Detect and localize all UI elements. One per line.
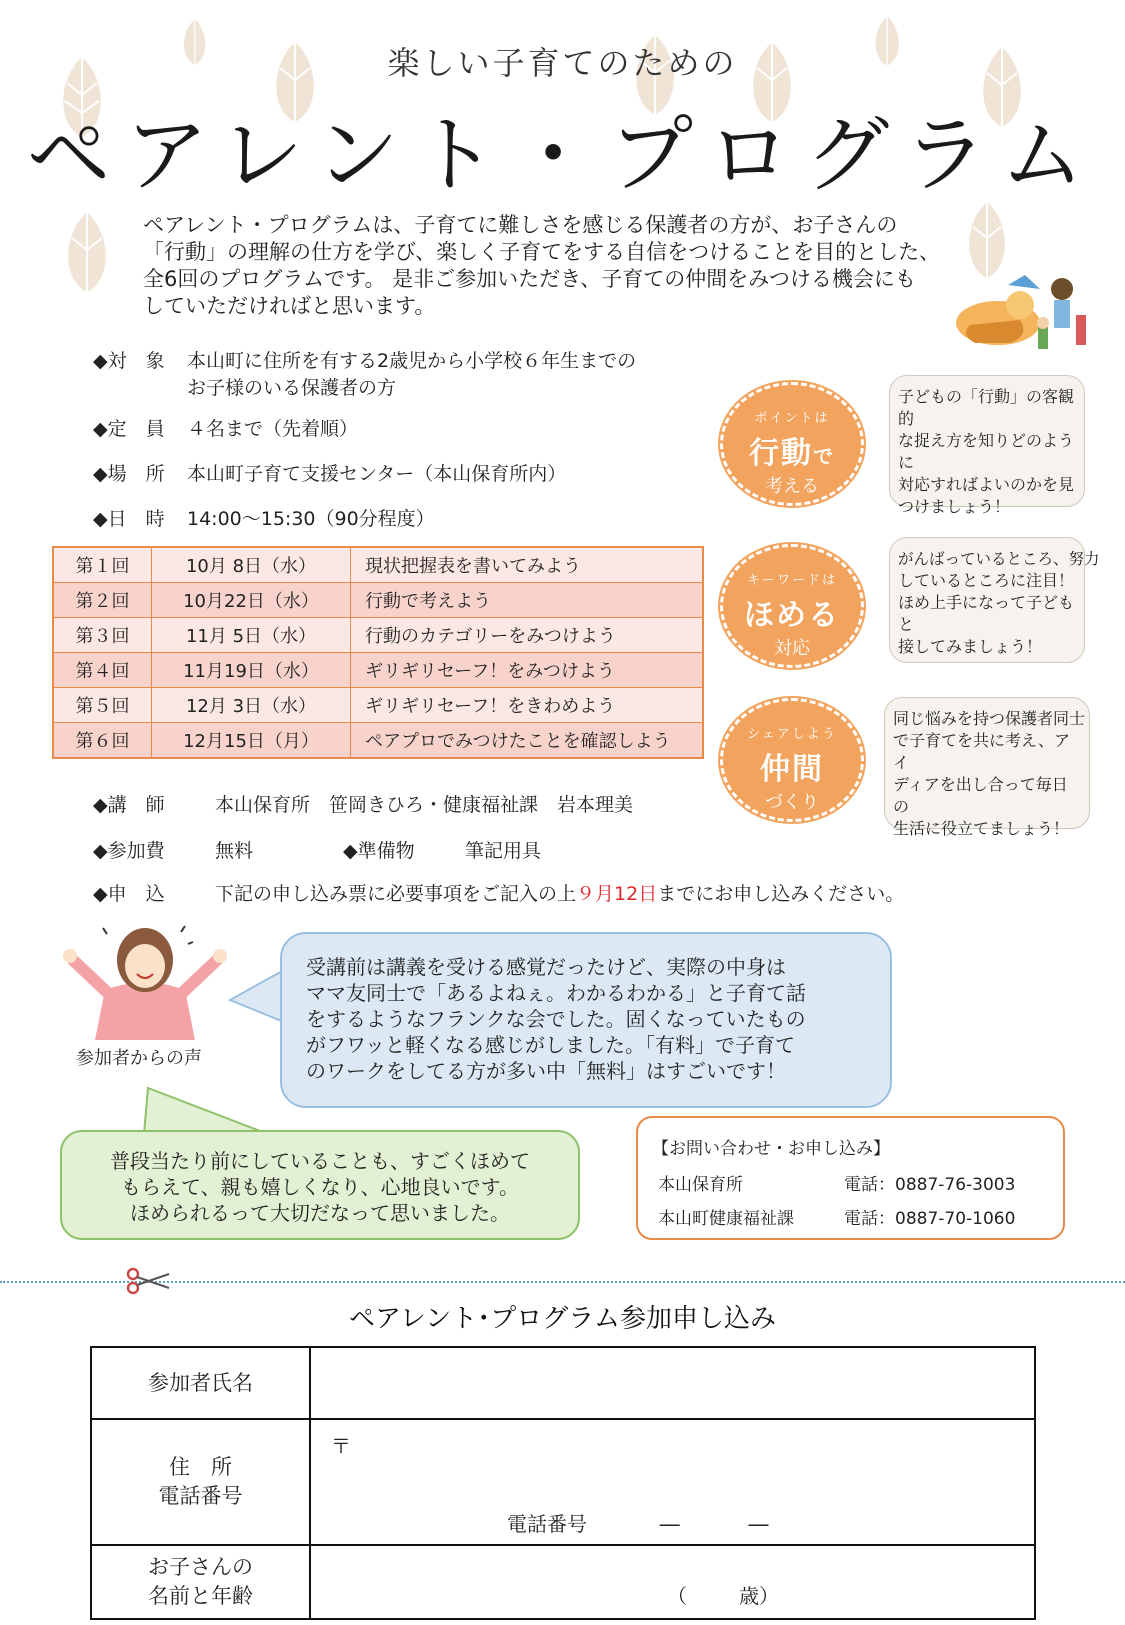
- table-row: [53, 723, 703, 759]
- address-label-line: 電話番号: [158, 1484, 243, 1508]
- info-time: [93, 504, 435, 531]
- info-key: ◆参加費: [93, 840, 165, 862]
- point-note-praise: [889, 537, 1100, 663]
- voice-line: をするようなフランクな会でした。固くなっていたもの: [306, 1007, 806, 1031]
- note-line: がんばっているところ、努力: [898, 550, 1100, 568]
- contact-heading: 【お問い合わせ・お申し込み】: [652, 1139, 890, 1159]
- contact-tel: 電話：0887-70-1060: [844, 1209, 1016, 1229]
- woman-illustration: [55, 920, 235, 1040]
- voices-caption: 参加者からの声: [76, 1048, 202, 1069]
- name-label: 参加者氏名: [91, 1347, 310, 1419]
- note-line: 同じ悩みを持つ保護者同士: [893, 709, 1086, 728]
- table-row: [53, 547, 703, 583]
- child-label-line: 名前と年齢: [148, 1584, 253, 1608]
- phone-dash: ―: [748, 1512, 769, 1536]
- intro-line: していただければと思います。: [143, 294, 436, 318]
- session-topic: 現状把握表を書いてみよう: [351, 547, 704, 583]
- info-key: ◆準備物: [343, 840, 415, 862]
- age-field: [667, 1580, 779, 1609]
- application-form: [90, 1346, 1036, 1620]
- bubble-tail-green: [140, 1086, 270, 1136]
- info-value: 本山町に住所を有する2歳児から小学校６年生までの: [187, 350, 637, 372]
- point-note-behavior: [889, 375, 1085, 516]
- point-small: キーワードは: [746, 573, 837, 588]
- info-lecturer: [93, 790, 633, 817]
- session-number: 第４回: [53, 653, 152, 688]
- table-row: [53, 618, 703, 653]
- age-close: 歳）: [739, 1584, 779, 1608]
- voice-bubble-1: [280, 932, 892, 1108]
- contact-name: 本山保育所: [658, 1175, 743, 1195]
- info-target: [93, 348, 636, 402]
- voice-line: のワークをしてる方が多い中「無料」はすごいです！: [306, 1059, 786, 1083]
- info-value: お子様のいる保護者の方: [187, 377, 397, 399]
- phone-dash: ―: [659, 1512, 680, 1536]
- intro-line: 全6回のプログラムです。 是非ご参加いただき、子育ての仲間をみつける機会にも: [143, 267, 916, 291]
- address-field[interactable]: [310, 1419, 1035, 1545]
- info-key: ◆定 員: [93, 418, 165, 440]
- voice-line: 受講前は講義を受ける感覚だったけど、実際の中身は: [306, 955, 786, 979]
- voice-line: もらえて、親も嬉しくなり、心地良いです。: [121, 1175, 519, 1199]
- session-date: 11月19日（水）: [152, 653, 351, 688]
- bubble-tail-blue: [228, 966, 286, 1026]
- session-date: 10月 8日（水）: [152, 547, 351, 583]
- session-date: 10月22日（水）: [152, 583, 351, 618]
- note-line: つけましょう！: [898, 497, 1011, 516]
- postal-mark: 〒: [331, 1434, 351, 1458]
- point-small: シェアしよう: [747, 727, 837, 742]
- info-value: 14:00～15:30（90分程度）: [187, 508, 435, 530]
- child-label: [91, 1545, 310, 1619]
- point-tail: 対応: [774, 638, 810, 659]
- info-value: 本山町子育て支援センター（本山保育所内）: [187, 463, 567, 485]
- info-capacity: [93, 414, 358, 441]
- session-date: 11月 5日（水）: [152, 618, 351, 653]
- address-label: [91, 1419, 310, 1545]
- form-row-child: [91, 1545, 1035, 1619]
- session-number: 第１回: [53, 547, 152, 583]
- note-line: 子どもの「行動」の客観的: [898, 387, 1075, 428]
- session-date: 12月15日（月）: [152, 723, 351, 759]
- point-big: ほめる: [744, 598, 840, 633]
- point-big: 仲間: [760, 752, 824, 787]
- contact-tel: 電話：0887-76-3003: [844, 1175, 1016, 1195]
- scissors-icon: [125, 1266, 171, 1296]
- point-big: 行動: [749, 436, 813, 471]
- phone-label: 電話番号: [507, 1512, 587, 1536]
- point-small: ポイントは: [754, 411, 830, 426]
- session-number: 第６回: [53, 723, 152, 759]
- contact-box: [636, 1116, 1065, 1240]
- note-line: ほめ上手になって子どもと: [898, 593, 1075, 634]
- note-line: 生活に役立てましょう！: [893, 819, 1070, 838]
- point-tail: づくり: [765, 792, 819, 813]
- session-topic: ギリギリセーフ！をみつけよう: [351, 653, 704, 688]
- kids-illustration: [950, 265, 1100, 365]
- info-key: ◆対 象: [93, 350, 165, 372]
- note-line: な捉え方を知りどのように: [898, 431, 1075, 472]
- info-key: ◆場 所: [93, 463, 165, 485]
- session-topic: 行動で考えよう: [351, 583, 704, 618]
- intro-line: ペアレント・プログラムは、子育てに難しさを感じる保護者の方が、お子さんの: [143, 213, 898, 237]
- session-number: 第２回: [53, 583, 152, 618]
- table-row: [53, 653, 703, 688]
- point-circle-behavior: [720, 382, 864, 506]
- point-tail: 考える: [765, 476, 819, 497]
- note-line: ディアを出し合って毎日の: [893, 775, 1068, 816]
- info-value: ４名まで（先着順）: [187, 418, 359, 440]
- session-date: 12月 3日（水）: [152, 688, 351, 723]
- child-field[interactable]: [310, 1545, 1035, 1619]
- voice-line: 普段当たり前にしていることも、すごくほめて: [110, 1149, 530, 1173]
- session-number: 第５回: [53, 688, 152, 723]
- point-circle-praise: [720, 544, 864, 668]
- table-row: [53, 688, 703, 723]
- voice-line: ママ友同士で「あるよねぇ。わかるわかる」と子育て話: [306, 981, 806, 1005]
- info-apply: [93, 879, 904, 906]
- voice-line: ほめられるって大切だなって思いました。: [130, 1201, 510, 1225]
- apply-text: までにお申し込みください。: [657, 883, 905, 905]
- point-note-friends: [884, 697, 1090, 838]
- session-topic: ペアプロでみつけたことを確認しよう: [351, 723, 704, 759]
- form-row-address: [91, 1419, 1035, 1545]
- voice-bubble-2: [60, 1130, 580, 1240]
- point-big-suffix: で: [813, 444, 835, 468]
- page-title: ペアレント・プログラム: [26, 106, 1099, 204]
- note-line: しているところに注目！: [898, 571, 1075, 590]
- name-field[interactable]: [310, 1347, 1035, 1419]
- point-circle-friends: [720, 698, 864, 822]
- age-open: （: [667, 1584, 687, 1608]
- note-line: 対応すればよいのかを見: [898, 475, 1075, 494]
- intro-paragraph: [143, 212, 1013, 320]
- form-title: ペアレント･プログラム参加申し込み: [348, 1304, 777, 1334]
- note-line: 接してみましょう！: [898, 637, 1043, 656]
- voice-line: がフワッと軽くなる感じがしました。「有料」で子育て: [306, 1033, 795, 1057]
- contact-name: 本山町健康福祉課: [658, 1209, 794, 1229]
- note-line: で子育てを共に考え、アイ: [893, 731, 1070, 772]
- info-key: ◆講 師: [93, 794, 165, 816]
- address-label-line: 住 所: [169, 1455, 232, 1479]
- form-row-name: [91, 1347, 1035, 1419]
- session-number: 第３回: [53, 618, 152, 653]
- schedule-table: [52, 546, 704, 759]
- phone-row: [507, 1508, 768, 1537]
- info-place: [93, 459, 566, 486]
- info-key: ◆申 込: [93, 883, 165, 905]
- apply-deadline: ９月12日: [576, 883, 658, 905]
- leaf-icon: [60, 210, 115, 315]
- info-value: 本山保育所 笹岡きひろ・健康福祉課 岩本理美: [215, 794, 634, 816]
- subtitle: 楽しい子育てのための: [387, 44, 738, 82]
- info-value: 筆記用具: [465, 840, 542, 862]
- table-row: [53, 583, 703, 618]
- info-value: 無料: [215, 840, 254, 862]
- intro-line: 「行動」の理解の仕方を学び、楽しく子育てをする自信をつけることを目的とした、: [143, 240, 941, 264]
- info-fee: [93, 836, 541, 863]
- session-topic: 行動のカテゴリーをみつけよう: [351, 618, 704, 653]
- apply-text: 下記の申し込み票に必要事項をご記入の上: [215, 883, 577, 905]
- info-key: ◆日 時: [93, 508, 165, 530]
- child-label-line: お子さんの: [148, 1555, 253, 1579]
- session-topic: ギリギリセーフ！をきわめよう: [351, 688, 704, 723]
